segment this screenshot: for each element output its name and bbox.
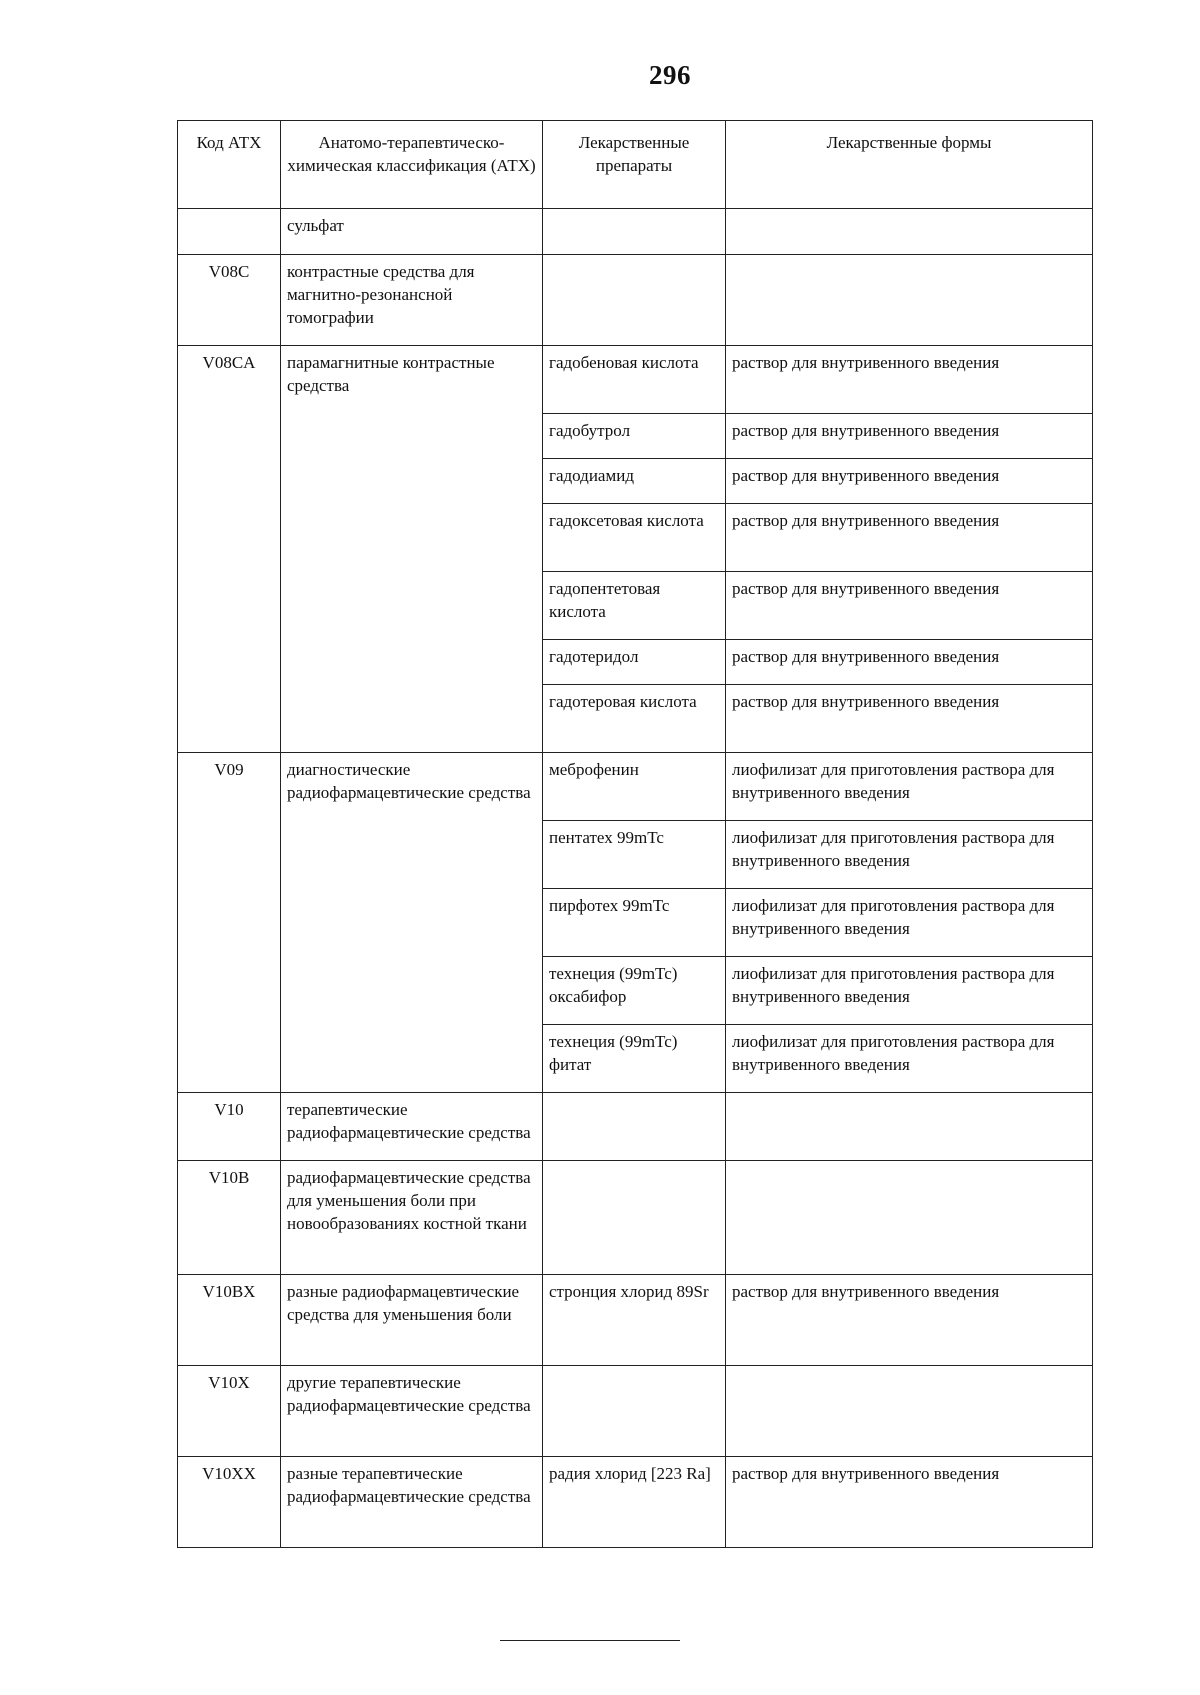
classification-cell: разные радиофармацевтические средства для уменьшения боли bbox=[281, 1275, 543, 1366]
header-drugs: Лекарственные препараты bbox=[543, 121, 726, 209]
classification-cell: другие терапевтические радиофармацевтические средства bbox=[281, 1366, 543, 1457]
table-row bbox=[178, 1093, 1093, 1161]
table-row bbox=[178, 255, 1093, 346]
drug-name-cell bbox=[543, 1161, 726, 1275]
dosage-form-cell bbox=[726, 1366, 1093, 1457]
drug-name-cell: пирфотех 99mTc bbox=[543, 889, 726, 957]
classification-cell: парамагнитные контрастные средства bbox=[281, 346, 543, 753]
dosage-form-cell: лиофилизат для приготовления раствора для внутривенного введения bbox=[726, 1025, 1093, 1093]
classification-cell: диагностические радиофармацевтические средства bbox=[281, 753, 543, 1093]
dosage-form-cell: раствор для внутривенного введения bbox=[726, 414, 1093, 459]
classification-cell: контрастные средства для магнитно-резонансной томографии bbox=[281, 255, 543, 346]
dosage-form-cell: раствор для внутривенного введения bbox=[726, 1457, 1093, 1548]
dosage-form-cell: раствор для внутривенного введения bbox=[726, 504, 1093, 572]
atc-code-cell: V08C bbox=[178, 255, 281, 346]
classification-cell: радиофармацевтические средства для уменьшения боли при новообразованиях костной ткани bbox=[281, 1161, 543, 1275]
drug-name-cell bbox=[543, 1093, 726, 1161]
header-atc-code: Код АТХ bbox=[178, 121, 281, 209]
drug-name-cell: технеция (99mTc) оксабифор bbox=[543, 957, 726, 1025]
dosage-form-cell: раствор для внутривенного введения bbox=[726, 685, 1093, 753]
drug-name-cell: радия хлорид [223 Ra] bbox=[543, 1457, 726, 1548]
atc-code-cell bbox=[178, 209, 281, 255]
dosage-form-cell: лиофилизат для приготовления раствора для внутривенного введения bbox=[726, 957, 1093, 1025]
atc-code-cell: V10X bbox=[178, 1366, 281, 1457]
dosage-form-cell bbox=[726, 1161, 1093, 1275]
atc-code-cell: V08CA bbox=[178, 346, 281, 753]
drug-name-cell bbox=[543, 255, 726, 346]
atc-code-cell: V10XX bbox=[178, 1457, 281, 1548]
dosage-form-cell bbox=[726, 255, 1093, 346]
drug-name-cell bbox=[543, 209, 726, 255]
dosage-form-cell bbox=[726, 209, 1093, 255]
dosage-form-cell: раствор для внутривенного введения bbox=[726, 1275, 1093, 1366]
table-row bbox=[178, 209, 1093, 255]
dosage-form-cell: раствор для внутривенного введения bbox=[726, 346, 1093, 414]
table-row bbox=[178, 753, 1093, 821]
dosage-form-cell: лиофилизат для приготовления раствора для внутривенного введения bbox=[726, 821, 1093, 889]
drug-name-cell: стронция хлорид 89Sr bbox=[543, 1275, 726, 1366]
drug-name-cell: гадобутрол bbox=[543, 414, 726, 459]
dosage-form-cell bbox=[726, 1093, 1093, 1161]
atc-code-cell: V09 bbox=[178, 753, 281, 1093]
dosage-form-cell: лиофилизат для приготовления раствора для внутривенного введения bbox=[726, 753, 1093, 821]
drug-name-cell: гадобеновая кислота bbox=[543, 346, 726, 414]
drug-name-cell: меброфенин bbox=[543, 753, 726, 821]
atc-code-cell: V10BX bbox=[178, 1275, 281, 1366]
atc-code-cell: V10 bbox=[178, 1093, 281, 1161]
dosage-form-cell: раствор для внутривенного введения bbox=[726, 459, 1093, 504]
header-forms: Лекарственные формы bbox=[726, 121, 1093, 209]
drug-name-cell: гадотеридол bbox=[543, 640, 726, 685]
dosage-form-cell: лиофилизат для приготовления раствора для внутривенного введения bbox=[726, 889, 1093, 957]
table-body bbox=[178, 209, 1093, 1548]
dosage-form-cell: раствор для внутривенного введения bbox=[726, 640, 1093, 685]
classification-cell: терапевтические радиофармацевтические средства bbox=[281, 1093, 543, 1161]
drug-name-cell: гадоксетовая кислота bbox=[543, 504, 726, 572]
footer-rule bbox=[500, 1640, 680, 1641]
table-row bbox=[178, 1275, 1093, 1366]
page-number: 296 bbox=[649, 60, 691, 90]
table-header-row bbox=[178, 121, 1093, 209]
dosage-form-cell: раствор для внутривенного введения bbox=[726, 572, 1093, 640]
header-classification: Анатомо-терапевтическо-химическая классификация (АТХ) bbox=[281, 121, 543, 209]
table-row bbox=[178, 346, 1093, 414]
atc-code-cell: V10B bbox=[178, 1161, 281, 1275]
drug-name-cell: технеция (99mTc) фитат bbox=[543, 1025, 726, 1093]
drug-name-cell: гадотеровая кислота bbox=[543, 685, 726, 753]
classification-cell: разные терапевтические радиофармацевтические средства bbox=[281, 1457, 543, 1548]
drug-name-cell: пентатех 99mTc bbox=[543, 821, 726, 889]
table-row bbox=[178, 1366, 1093, 1457]
drug-name-cell bbox=[543, 1366, 726, 1457]
table-row bbox=[178, 1457, 1093, 1548]
drug-name-cell: гадопентетовая кислота bbox=[543, 572, 726, 640]
table-row bbox=[178, 1161, 1093, 1275]
classification-cell: сульфат bbox=[281, 209, 543, 255]
atc-table bbox=[177, 120, 1093, 1548]
drug-name-cell: гадодиамид bbox=[543, 459, 726, 504]
